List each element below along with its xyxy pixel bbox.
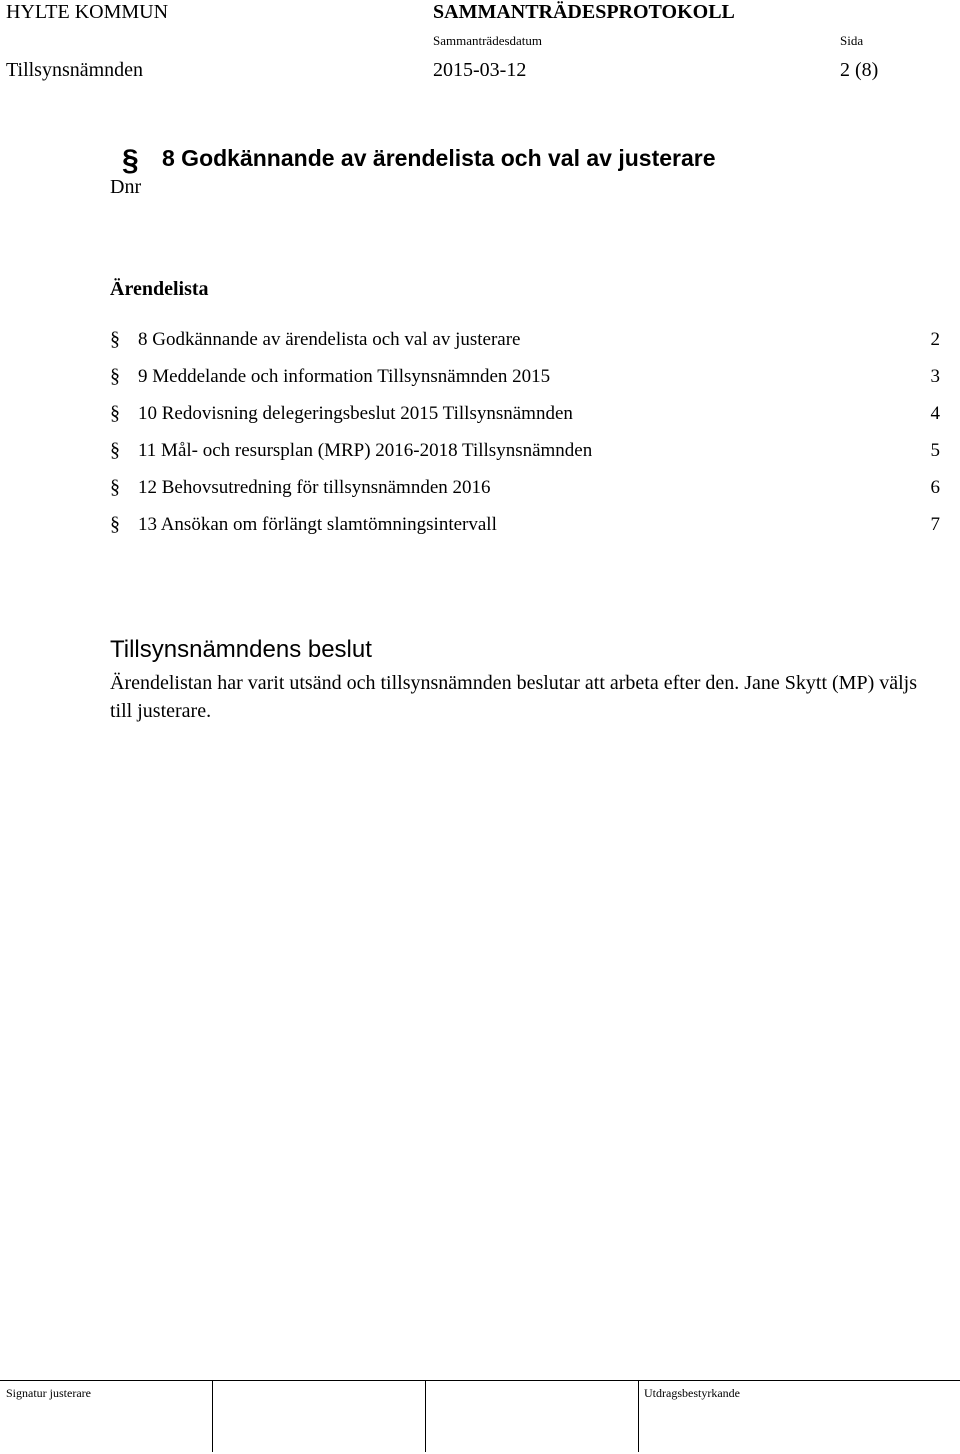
footer-column-divider	[638, 1380, 639, 1452]
section-heading: 8 Godkännande av ärendelista och val av justerare	[162, 145, 716, 171]
meeting-date: 2015-03-12	[433, 59, 527, 81]
agenda-item	[110, 513, 940, 550]
footer-column-divider	[425, 1380, 426, 1452]
paragraph-sign-icon: §	[110, 513, 120, 535]
paragraph-sign-icon: §	[110, 402, 120, 424]
footer-divider	[0, 1380, 960, 1381]
page-number: 2 (8)	[840, 59, 879, 81]
agenda-item-page: 2	[930, 329, 940, 350]
agenda-item-text: 13 Ansökan om förlängt slamtömningsintervall	[138, 514, 497, 535]
paragraph-sign-icon: §	[110, 476, 120, 498]
agenda-item-text: 12 Behovsutredning för tillsynsnämnden 2016	[138, 477, 491, 498]
extract-label: Utdragsbestyrkande	[644, 1386, 740, 1400]
agenda-item	[110, 365, 940, 402]
paragraph-sign-icon: §	[110, 328, 120, 350]
agenda-item	[110, 439, 940, 476]
agenda-list	[110, 328, 940, 550]
decision-text: Ärendelistan har varit utsänd och tillsynsnämnden beslutar att arbeta efter den. Jane Skytt (MP) väljs till justerare.	[110, 672, 918, 722]
agenda-item-page: 6	[930, 477, 940, 498]
agenda-item-page: 4	[930, 403, 940, 424]
paragraph-sign-icon: §	[122, 144, 139, 177]
agenda-title: Ärendelista	[110, 278, 209, 300]
decision-title: Tillsynsnämndens beslut	[110, 636, 372, 663]
agenda-item	[110, 476, 940, 513]
agenda-item	[110, 328, 940, 365]
dnr-label: Dnr	[110, 176, 142, 198]
footer-column-divider	[212, 1380, 213, 1452]
agenda-item-page: 5	[930, 440, 940, 461]
paragraph-sign-icon: §	[110, 365, 120, 387]
agenda-item-text: 10 Redovisning delegeringsbeslut 2015 Tillsynsnämnden	[138, 403, 573, 424]
document-type: SAMMANTRÄDESPROTOKOLL	[433, 1, 735, 23]
paragraph-sign-icon: §	[110, 439, 120, 461]
agenda-item-page: 3	[930, 366, 940, 387]
signature-label: Signatur justerare	[6, 1386, 91, 1400]
agenda-item-text: 9 Meddelande och information Tillsynsnämnden 2015	[138, 366, 551, 387]
agenda-item-page: 7	[930, 514, 940, 535]
page-label: Sida	[840, 33, 864, 48]
agenda-item-text: 11 Mål- och resursplan (MRP) 2016-2018 Tillsynsnämnden	[138, 440, 593, 461]
agenda-item	[110, 402, 940, 439]
committee-name: Tillsynsnämnden	[6, 59, 144, 81]
organization-name: HYLTE KOMMUN	[6, 1, 169, 23]
date-label: Sammanträdesdatum	[433, 33, 543, 48]
agenda-item-text: 8 Godkännande av ärendelista och val av justerare	[138, 329, 521, 350]
